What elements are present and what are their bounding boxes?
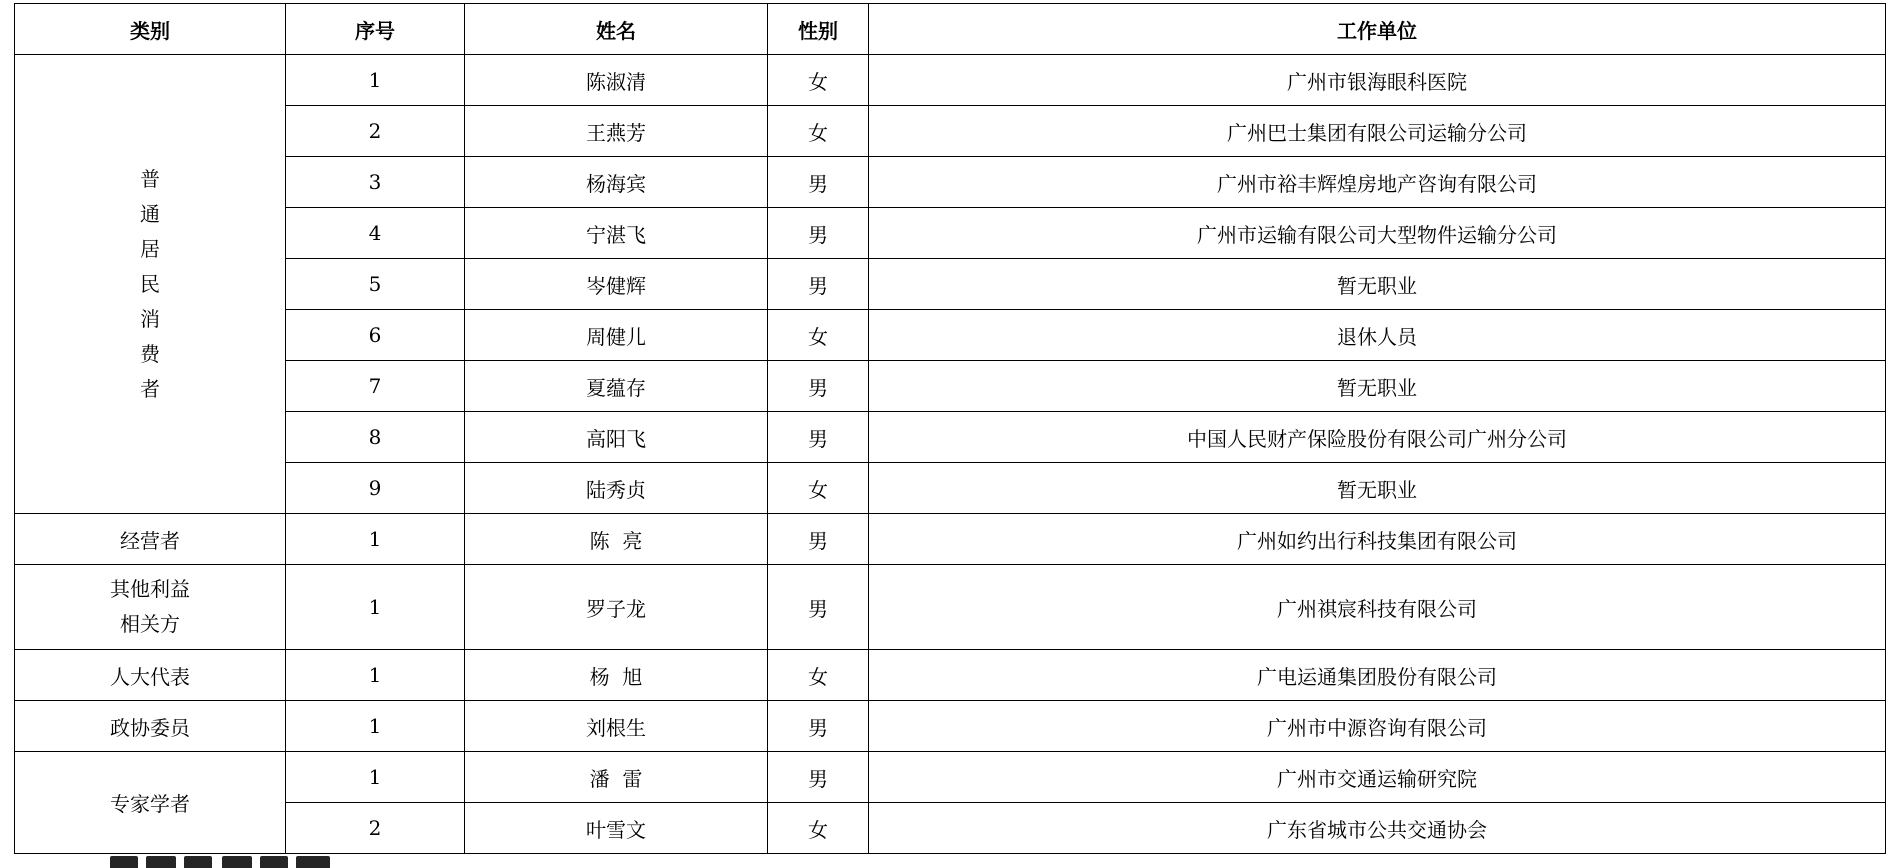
category-cell [15, 55, 286, 514]
gender-cell: 女 [768, 650, 869, 701]
index-cell: 9 [286, 463, 465, 514]
index-cell: 5 [286, 259, 465, 310]
table-row [15, 514, 1886, 565]
gender-cell: 男 [768, 412, 869, 463]
table-row [15, 55, 1886, 106]
name-cell: 杨 旭 [465, 650, 768, 701]
name-cell: 王燕芳 [465, 106, 768, 157]
roster-table [14, 3, 1886, 854]
employer-cell: 暂无职业 [869, 259, 1886, 310]
index-cell: 8 [286, 412, 465, 463]
employer-cell: 广东省城市公共交通协会 [869, 803, 1886, 854]
employer-cell: 退休人员 [869, 310, 1886, 361]
gender-cell: 女 [768, 463, 869, 514]
name-cell: 杨海宾 [465, 157, 768, 208]
name-cell: 岑健辉 [465, 259, 768, 310]
employer-cell: 广州市交通运输研究院 [869, 752, 1886, 803]
index-cell: 1 [286, 514, 465, 565]
table-row [15, 106, 1886, 157]
table-row [15, 157, 1886, 208]
employer-cell: 广州如约出行科技集团有限公司 [869, 514, 1886, 565]
category-cell: 人大代表 [15, 650, 286, 701]
table-row [15, 752, 1886, 803]
employer-cell: 广州市银海眼科医院 [869, 55, 1886, 106]
header-row [15, 4, 1886, 55]
gender-cell: 男 [768, 514, 869, 565]
gender-cell: 男 [768, 361, 869, 412]
index-cell: 1 [286, 752, 465, 803]
cropped-footer-text [110, 856, 350, 868]
employer-cell: 暂无职业 [869, 463, 1886, 514]
gender-cell: 男 [768, 259, 869, 310]
name-cell: 宁湛飞 [465, 208, 768, 259]
header-category: 类别 [15, 4, 286, 55]
index-cell: 2 [286, 803, 465, 854]
category-cell: 政协委员 [15, 701, 286, 752]
index-cell: 2 [286, 106, 465, 157]
table-row [15, 310, 1886, 361]
employer-cell: 广州市裕丰辉煌房地产咨询有限公司 [869, 157, 1886, 208]
name-cell: 高阳飞 [465, 412, 768, 463]
gender-cell: 男 [768, 208, 869, 259]
table-row [15, 259, 1886, 310]
name-cell: 陈 亮 [465, 514, 768, 565]
gender-cell: 女 [768, 55, 869, 106]
category-cell: 经营者 [15, 514, 286, 565]
gender-cell: 男 [768, 157, 869, 208]
employer-cell: 广电运通集团股份有限公司 [869, 650, 1886, 701]
category-label: 其他利益相关方 [110, 577, 190, 636]
employer-cell: 广州祺宸科技有限公司 [869, 565, 1886, 650]
index-cell: 1 [286, 565, 465, 650]
name-cell: 夏蕴存 [465, 361, 768, 412]
category-cell: 专家学者 [15, 752, 286, 854]
name-cell: 刘根生 [465, 701, 768, 752]
employer-cell: 广州市运输有限公司大型物件运输分公司 [869, 208, 1886, 259]
header-employer: 工作单位 [869, 4, 1886, 55]
gender-cell: 男 [768, 752, 869, 803]
table-row [15, 565, 1886, 650]
category-label: 普通居民消费者 [140, 166, 160, 401]
name-cell: 潘 雷 [465, 752, 768, 803]
index-cell: 1 [286, 650, 465, 701]
gender-cell: 男 [768, 701, 869, 752]
name-cell: 周健儿 [465, 310, 768, 361]
table-row [15, 803, 1886, 854]
table-row [15, 701, 1886, 752]
index-cell: 1 [286, 701, 465, 752]
gender-cell: 女 [768, 803, 869, 854]
name-cell: 陈淑清 [465, 55, 768, 106]
gender-cell: 女 [768, 310, 869, 361]
category-cell [15, 565, 286, 650]
table-row [15, 463, 1886, 514]
index-cell: 7 [286, 361, 465, 412]
employer-cell: 中国人民财产保险股份有限公司广州分公司 [869, 412, 1886, 463]
employer-cell: 广州市中源咨询有限公司 [869, 701, 1886, 752]
name-cell: 罗子龙 [465, 565, 768, 650]
index-cell: 3 [286, 157, 465, 208]
gender-cell: 女 [768, 106, 869, 157]
header-index: 序号 [286, 4, 465, 55]
table-row [15, 208, 1886, 259]
gender-cell: 男 [768, 565, 869, 650]
employer-cell: 广州巴士集团有限公司运输分公司 [869, 106, 1886, 157]
employer-cell: 暂无职业 [869, 361, 1886, 412]
index-cell: 1 [286, 55, 465, 106]
index-cell: 6 [286, 310, 465, 361]
name-cell: 陆秀贞 [465, 463, 768, 514]
table-row [15, 412, 1886, 463]
header-gender: 性别 [768, 4, 869, 55]
table-row [15, 650, 1886, 701]
name-cell: 叶雪文 [465, 803, 768, 854]
table-row [15, 361, 1886, 412]
index-cell: 4 [286, 208, 465, 259]
header-name: 姓名 [465, 4, 768, 55]
